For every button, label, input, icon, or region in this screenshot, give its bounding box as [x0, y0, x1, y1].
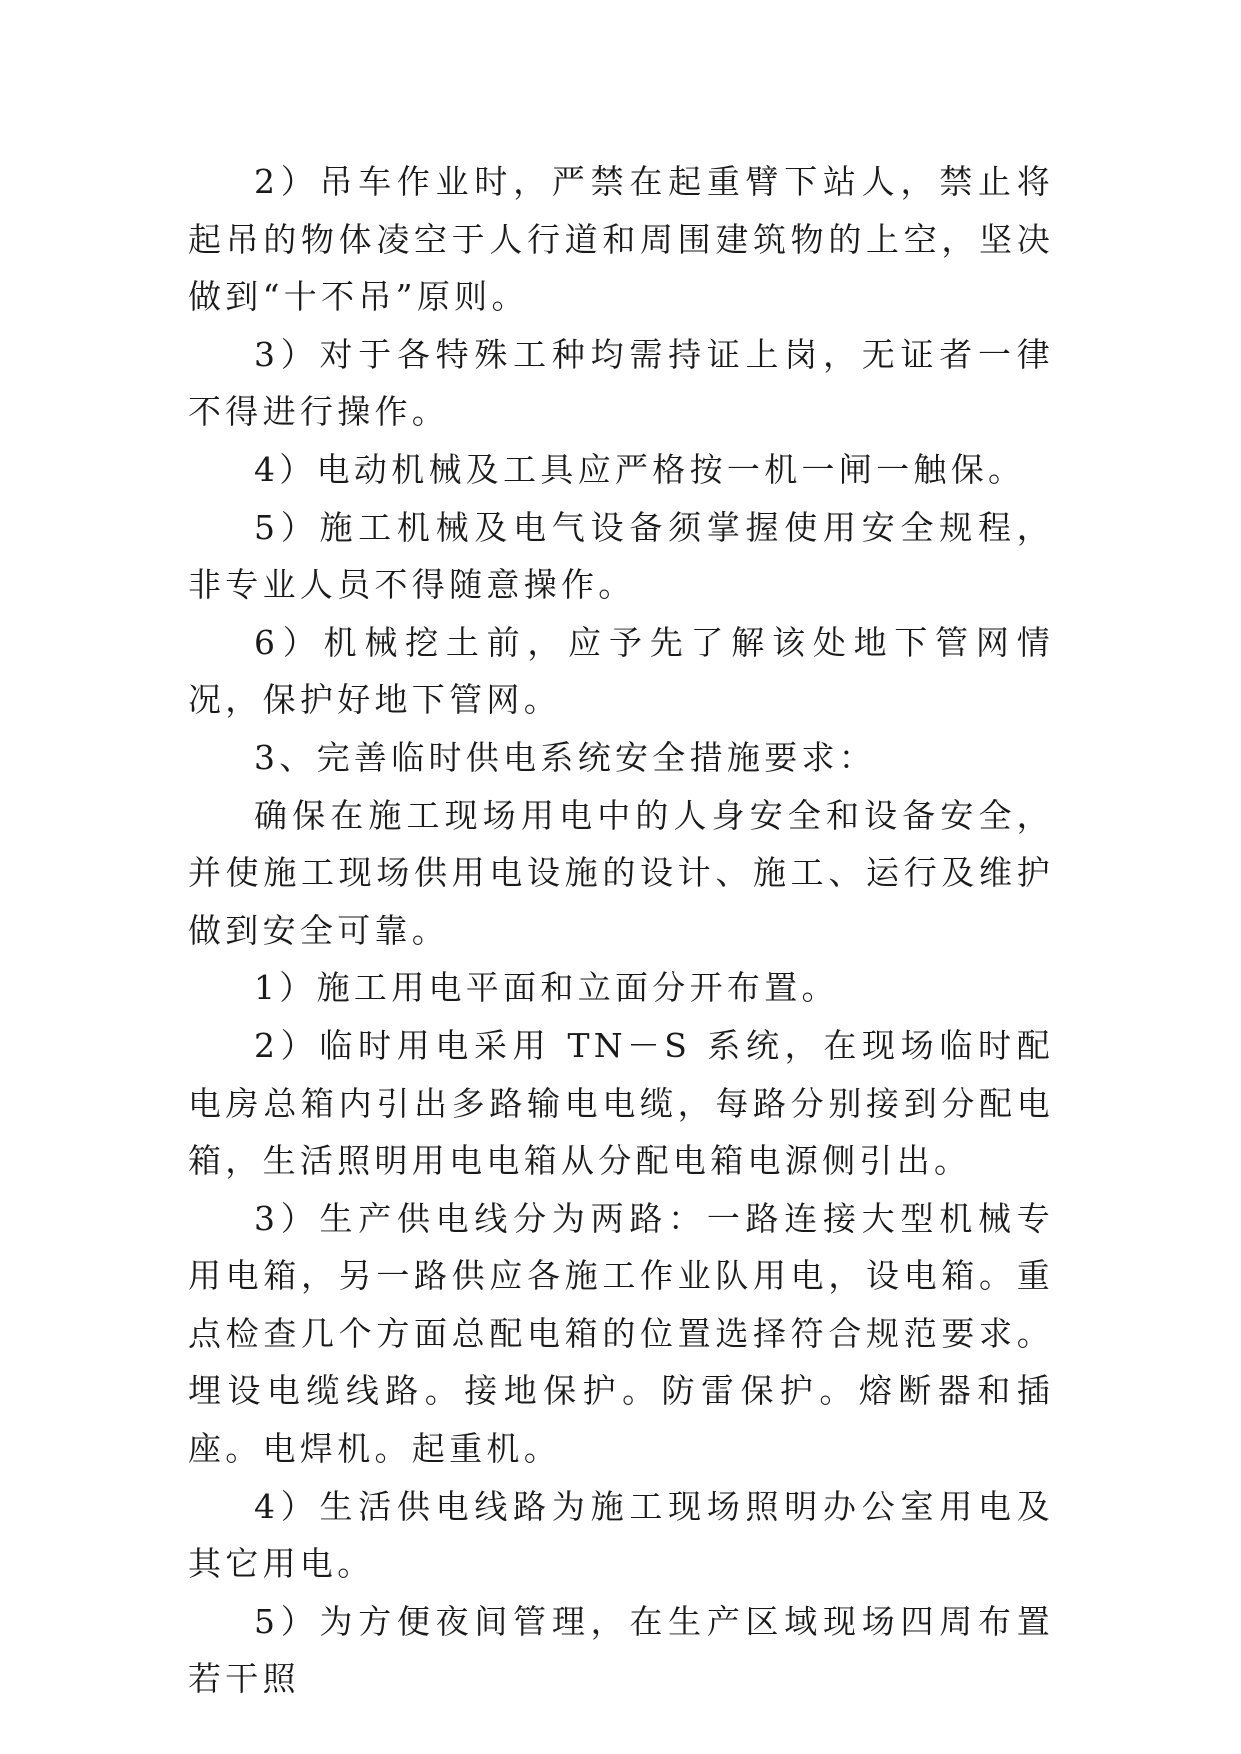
paragraph-layout: 1）施工用电平面和立面分开布置。 — [254, 968, 839, 1008]
paragraph-crane-safety: 2）吊车作业时，严禁在起重臂下站人，禁止将起吊的物体凌空于人行道和周围建筑物的上空，坚决做到“十不吊”原则。 — [188, 162, 1054, 317]
paragraph-tn-s-system: 2）临时用电采用 TN－S 系统，在现场临时配电房总箱内引出多路输电电缆，每路分别接到分配电箱，生活照明用电电箱从分配电箱电源侧引出。 — [188, 1025, 1054, 1181]
paragraph-excavation: 6）机械挖土前，应予先了解该处地下管网情况，保护好地下管网。 — [188, 622, 1054, 720]
paragraph-power-safety-goal: 确保在施工现场用电中的人身安全和设备安全，并使施工现场供用电设施的设计、施工、运行及维护做到安全可靠。 — [188, 795, 1054, 950]
paragraph-night-lighting: 5）为方便夜间管理，在生产区域现场四周布置若干照 — [188, 1601, 1054, 1699]
paragraph-production-supply: 3）生产供电线分为两路：一路连接大型机械专用电箱，另一路供应各施工作业队用电，设电箱。重点检查几个方面总配电箱的位置选择符合规范要求。埋设电缆线路。接地保护。防雷保护。熔断器和插座。电焊机。起重机。 — [188, 1198, 1054, 1469]
section-heading-power-supply: 3、完善临时供电系统安全措施要求： — [254, 737, 877, 777]
paragraph-equipment-rules: 5）施工机械及电气设备须掌握使用安全规程，非专业人员不得随意操作。 — [188, 507, 1054, 605]
paragraph-living-supply: 4）生活供电线路为施工现场照明办公室用电及其它用电。 — [188, 1486, 1054, 1584]
paragraph-certified-workers: 3）对于各特殊工种均需持证上岗，无证者一律不得进行操作。 — [188, 334, 1054, 432]
paragraph-electric-tools: 4）电动机械及工具应严格按一机一闸一触保。 — [254, 449, 1026, 489]
document-body — [188, 153, 1054, 1708]
